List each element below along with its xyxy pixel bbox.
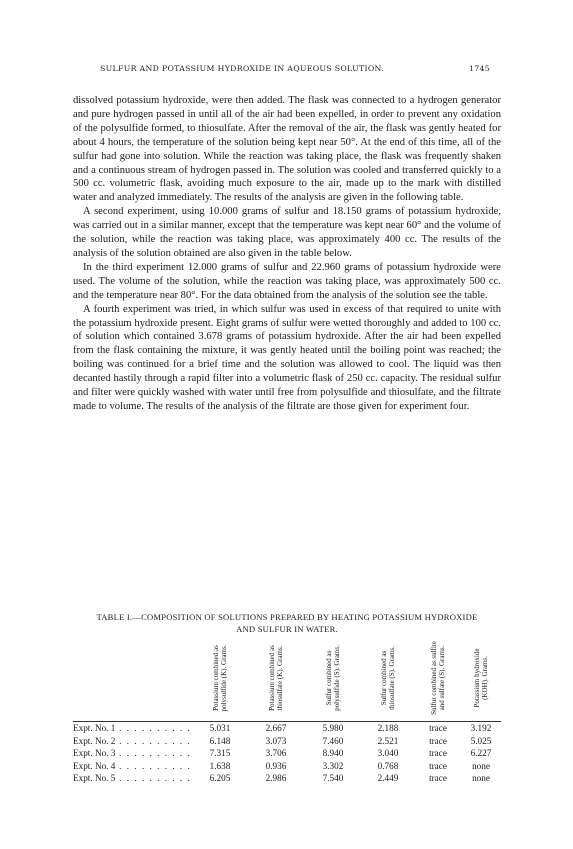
running-head xyxy=(100,64,490,73)
column-header-s-sulfite-sulfate: Sulfur combined as sulfite and sulfate (S). Grams. xyxy=(430,641,446,715)
cell-koh: 5.025 xyxy=(470,735,492,746)
cell-s-thiosulfate: 3.040 xyxy=(377,748,399,758)
table-row: Expt. No. 2 . . . . . . . . . . 6.148 3.073 7.460 2.521 trace 5.025 xyxy=(73,736,501,749)
cell-s-sulfite-sulfate: trace xyxy=(429,760,447,771)
cell-s-sulfite-sulfate: trace xyxy=(429,748,447,758)
cell-k-thiosulfate: 2.986 xyxy=(265,773,287,783)
cell-s-polysulfide: 5.980 xyxy=(322,723,344,733)
column-header-s-thiosulfate: Sulfur combined as thiosulfate (S). Grams. xyxy=(380,646,396,710)
table-row: Expt. No. 1 . . . . . . . . . . 5.031 2.667 5.980 2.188 trace 3.192 xyxy=(73,723,501,736)
cell-koh: 6.227 xyxy=(470,748,492,758)
cell-s-thiosulfate: 2.521 xyxy=(377,735,399,746)
cell-s-polysulfide: 7.540 xyxy=(322,773,344,783)
cell-k-thiosulfate: 2.667 xyxy=(265,723,287,733)
running-head-title: SULFUR AND POTASSIUM HYDROXIDE IN AQUEOUS SOLUTION. xyxy=(100,64,384,73)
cell-s-thiosulfate: 2.449 xyxy=(377,773,399,783)
cell-s-thiosulfate: 2.188 xyxy=(377,723,399,733)
row-label: Expt. No. 5 xyxy=(73,773,116,783)
paragraph-1: dissolved potassium hydroxide, were then added. The flask was connected to a hydrogen generator and pure hydrogen passed in until all of the air had been expelled, in order to prevent any oxidation of the polysulfide formed, to thiosulfate. After the removal of the air, the flask was gently heated for about 4 hours, the temperature of the solution being kept near 50°. At the end of this time, all of the sulfur had gone into solution. While the reaction was taking place, the flask was frequently shaken and a continuous stream of hydrogen passed in. The solution was cooled and transferred quickly to a 500 cc. volumetric flask, avoiding much exposure to the air, made up to the mark with distilled water and analyzed immediately. The results of the analysis are given in the following table. xyxy=(73,95,501,204)
column-header-k-polysulfide: Potassium combined as polysulfide (K). Grams. xyxy=(212,644,228,712)
cell-s-sulfite-sulfate: trace xyxy=(429,773,447,783)
table-caption xyxy=(73,611,501,635)
cell-koh: 3.192 xyxy=(470,723,492,733)
table-rule xyxy=(73,721,501,722)
paragraph-4: A fourth experiment was tried, in which sulfur was used in excess of that required to unite with the potassium hydroxide present. Eight grams of sulfur were wetted thoroughly and added to 100 cc. of solution which contained 3.678 grams of potassium hydroxide. After the air had been expelled from the flask containing the mixture, it was gently heated until the boiling point was reached; the boiling was continued for a brief time and the solution was allowed to cool. The liquid was then decanted hastily through a rapid filter into a volumetric flask of 250 cc. capacity. The residual sulfur and filter were quickly washed with water until free from polysulfide and thiosulfate, and the filtrate made to volume. The results of the analysis of the filtrate are those given for experiment four. xyxy=(73,303,501,412)
cell-s-polysulfide: 8.940 xyxy=(322,748,344,758)
cell-koh: none xyxy=(472,773,490,783)
cell-koh: none xyxy=(472,760,490,771)
table-row: Expt. No. 4 . . . . . . . . . . 1.638 0.936 3.302 0.768 trace none xyxy=(73,761,501,774)
table-row: Expt. No. 3 . . . . . . . . . . 7.315 3.706 8.940 3.040 trace 6.227 xyxy=(73,748,501,761)
cell-s-polysulfide: 3.302 xyxy=(322,760,344,771)
column-header-koh: Potassium hydroxide (KOH). Grams. xyxy=(473,648,489,708)
cell-s-polysulfide: 7.460 xyxy=(322,735,344,746)
cell-k-polysulfide: 6.148 xyxy=(209,735,231,746)
table-row: Expt. No. 5 . . . . . . . . . . 6.205 2.986 7.540 2.449 trace none xyxy=(73,773,501,786)
row-label: Expt. No. 2 xyxy=(73,735,116,746)
column-header-k-thiosulfate: Potassium combined as thiosulfate (K). Grams. xyxy=(268,645,284,711)
row-label: Expt. No. 4 xyxy=(73,760,116,771)
page-number: 1745 xyxy=(468,64,490,73)
cell-s-sulfite-sulfate: trace xyxy=(429,723,447,733)
cell-k-thiosulfate: 0.936 xyxy=(265,760,287,771)
row-label: Expt. No. 3 xyxy=(73,748,116,758)
cell-s-thiosulfate: 0.768 xyxy=(377,760,399,771)
cell-k-polysulfide: 6.205 xyxy=(209,773,231,783)
cell-k-polysulfide: 5.031 xyxy=(209,723,231,733)
row-label: Expt. No. 1 xyxy=(73,723,116,733)
paragraph-2: A second experiment, using 10.000 grams of sulfur and 18.150 grams of potassium hydroxide, was carried out in a similar manner, except that the temperature was kept near 60° and the volume of the solution, while the reaction was taking place, was approximately 400 cc. The results of the analysis of the solution obtained are also given in the table below. xyxy=(73,206,501,259)
cell-k-polysulfide: 1.638 xyxy=(209,760,231,771)
table-caption-line-2: AND SULFUR IN WATER. xyxy=(236,624,338,634)
paragraph-3: In the third experiment 12.000 grams of sulfur and 22.960 grams of potassium hydroxide were used. The volume of the solution, while the reaction was taking place, was approximately 500 cc. and the temperature near 80°. For the data obtained from the analysis of the solution see the table. xyxy=(73,261,501,301)
cell-s-sulfite-sulfate: trace xyxy=(429,735,447,746)
body-text xyxy=(73,94,501,414)
table-body xyxy=(73,723,501,786)
table-caption-line-1: TABLE I.—COMPOSITION OF SOLUTIONS PREPARED BY HEATING POTASSIUM HYDROXIDE xyxy=(96,612,478,622)
results-table xyxy=(73,635,501,783)
column-header-s-polysulfide: Sulfur combined as polysulfide (S). Grams. xyxy=(325,645,341,711)
cell-k-thiosulfate: 3.073 xyxy=(265,735,287,746)
cell-k-thiosulfate: 3.706 xyxy=(265,748,287,758)
cell-k-polysulfide: 7.315 xyxy=(209,748,231,758)
